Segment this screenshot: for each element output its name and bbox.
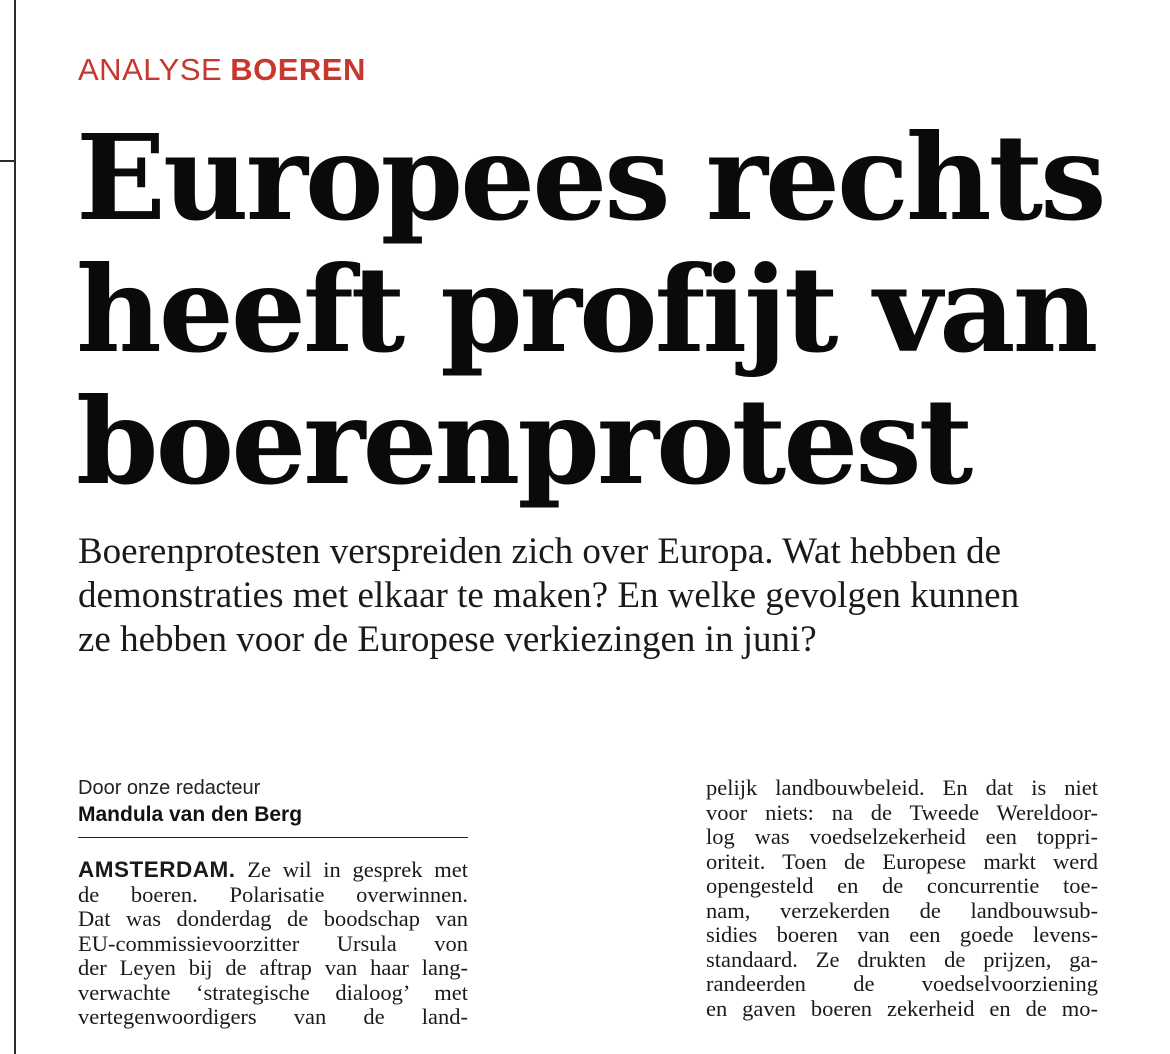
body-line: en gaven boeren zekerheid en de mo- [706,995,1098,1021]
body-line: de boeren. Polarisatie overwinnen. [78,881,468,907]
intro-line: ze hebben voor de Europese verkiezingen in juni? [78,619,817,660]
body-line-text: Ze wil in gesprek met [235,857,468,882]
margin-rule [14,0,16,1054]
body-line: sidies boeren van een goede levens- [706,922,1098,947]
headline-line: Europees rechts [76,108,1104,247]
body-line: log was voedselzekerheid een toppri- [706,824,1098,849]
body-line: pelijk landbouwbeleid. En dat is niet [706,775,1098,800]
kicker-topic: BOEREN [230,52,366,87]
dateline: AMSTERDAM. [78,857,236,882]
body-line: EU-commissievoorzitter Ursula von [78,930,468,956]
section-kicker [78,52,366,88]
body-line: der Leyen bij de aftrap van haar lang- [78,955,468,980]
body-line: voor niets: na de Tweede Wereldoor- [706,799,1098,825]
byline-divider [78,837,468,838]
crop-mark [0,160,15,162]
byline-label: Door onze redacteur [78,777,261,799]
intro-line: demonstraties met elkaar te maken? En welke gevolgen kunnen [78,575,1020,616]
body-line: oriteit. Toen de Europese markt werd [706,848,1098,874]
kicker-category: ANALYSE [78,52,223,87]
headline-line: boerenprotest [76,372,971,511]
body-column-left [78,858,468,1030]
body-line: randeerden de voedselvoorziening [706,971,1098,996]
byline-author: Mandula van den Berg [78,803,303,826]
body-line: opengesteld en de concurrentie toe- [706,873,1098,898]
article-intro [78,530,1138,662]
body-column-right [706,776,1098,1021]
body-line: vertegenwoordigers van de land- [78,1004,468,1029]
article-headline [76,108,1156,511]
headline-line: heeft profijt van [76,240,1096,379]
body-line: nam, verzekerden de landbouwsub- [706,897,1098,923]
body-line [78,858,468,883]
body-line: verwachte ‘strategische dialoog’ met [78,979,468,1005]
body-line: standaard. Ze drukten de prijzen, ga- [706,946,1098,972]
intro-line: Boerenprotesten verspreiden zich over Europa. Wat hebben de [78,531,1002,572]
byline [78,775,468,829]
body-line: Dat was donderdag de boodschap van [78,906,468,931]
